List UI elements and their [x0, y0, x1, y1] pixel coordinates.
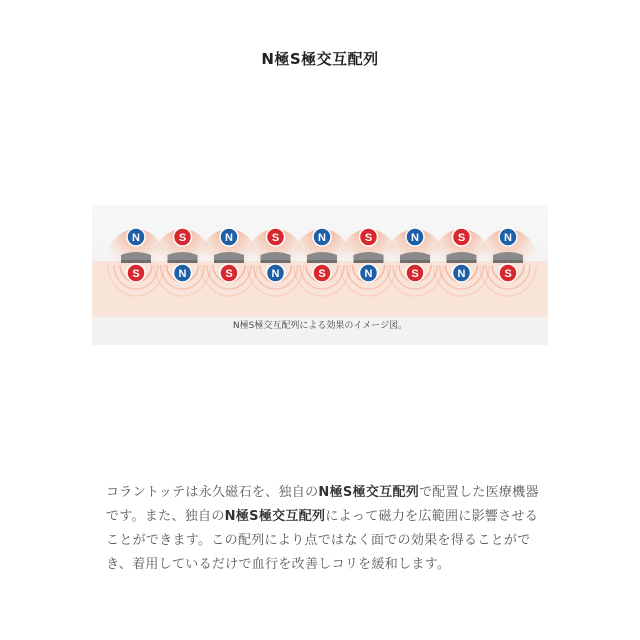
magnet-array-illustration [92, 205, 548, 345]
top-pole-label: N [132, 232, 140, 244]
bottom-pole-label: N [271, 268, 280, 280]
top-pole-S [174, 228, 192, 246]
magnet-base [307, 260, 337, 263]
bottom-pole-S [313, 264, 331, 282]
figure-title: N極S極交互配列 [261, 50, 379, 68]
bottom-pole-S [499, 264, 517, 282]
top-pole-N [499, 228, 517, 246]
bottom-pole-N [453, 264, 471, 282]
magnet-base [400, 260, 430, 263]
magnet-base [261, 260, 291, 263]
top-pole-label: S [457, 232, 466, 244]
bottom-pole-S [406, 264, 424, 282]
bottom-pole-N [174, 264, 192, 282]
top-pole-S [360, 228, 378, 246]
top-pole-label: N [318, 232, 326, 244]
bottom-pole-label: N [364, 268, 373, 280]
description-text-3: によって磁力を広範囲に影響させることができます。この配列により点ではなく面での効果を得ることができ、着用しているだけで血行を改善しコリを緩和します。 [106, 509, 539, 572]
magnet-base [168, 260, 198, 263]
top-pole-label: S [271, 232, 280, 244]
bottom-pole-label: S [411, 268, 419, 280]
bottom-pole-label: S [225, 268, 233, 280]
magnet-base [447, 260, 477, 263]
magnet-array-graphic [92, 205, 548, 317]
description-text-1: コラントッテは永久磁石を、独自の [106, 485, 319, 500]
top-pole-label: S [178, 232, 187, 244]
description-text-2: で配置した医療機器です。また、独自の [106, 485, 539, 524]
top-pole-N [220, 228, 238, 246]
top-pole-label: N [225, 232, 233, 244]
bottom-pole-label: N [178, 268, 187, 280]
top-pole-N [406, 228, 424, 246]
top-pole-label: S [364, 232, 373, 244]
bottom-pole-S [127, 264, 145, 282]
bottom-pole-label: S [504, 268, 512, 280]
bottom-pole-label: N [457, 268, 466, 280]
magnet-base [214, 260, 244, 263]
figure-caption: N極S極交互配列による効果のイメージ図。 [232, 321, 408, 331]
magnet-base [121, 260, 151, 263]
description-paragraph [106, 481, 546, 577]
magnet-base [493, 260, 523, 263]
description-highlight-2: N極S極交互配列 [224, 509, 326, 524]
bottom-pole-N [267, 264, 285, 282]
bottom-pole-label: S [318, 268, 326, 280]
bottom-pole-N [360, 264, 378, 282]
bottom-pole-label: S [132, 268, 140, 280]
bottom-pole-S [220, 264, 238, 282]
magnet-base [354, 260, 384, 263]
top-pole-S [267, 228, 285, 246]
top-pole-N [313, 228, 331, 246]
top-pole-label: N [504, 232, 512, 244]
description-highlight-1: N極S極交互配列 [318, 485, 420, 500]
top-pole-label: N [411, 232, 419, 244]
top-pole-N [127, 228, 145, 246]
top-pole-S [453, 228, 471, 246]
